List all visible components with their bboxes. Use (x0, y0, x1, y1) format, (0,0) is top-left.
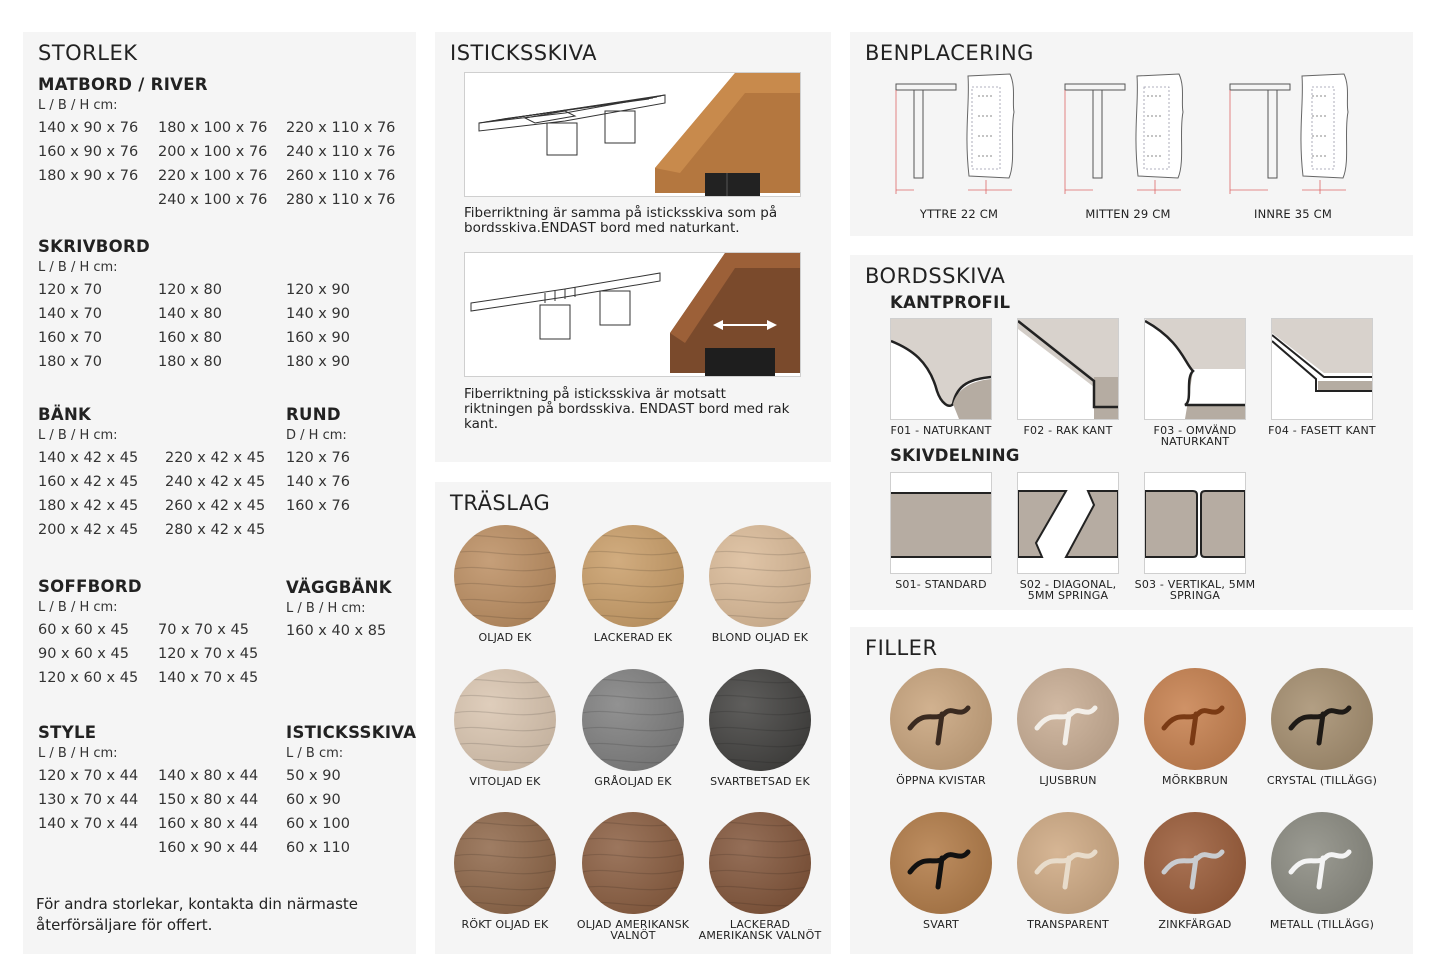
size-value: 220 x 100 x 76 (158, 168, 268, 184)
size-value: 120 x 90 (286, 282, 350, 298)
matbord-heading: MATBORD / RIVER (38, 75, 208, 94)
filler-label: METALL (TILLÄGG) (1269, 918, 1375, 931)
wood-grain-icon (582, 812, 684, 914)
wood-swatch[interactable] (709, 525, 811, 627)
leg-placement-drawing (1063, 72, 1203, 197)
size-value: 180 x 90 x 76 (38, 168, 139, 184)
wood-grain-icon (709, 812, 811, 914)
edge-profile-label: F04 - FASETT KANT (1268, 424, 1376, 437)
wood-swatch[interactable] (454, 812, 556, 914)
wood-grain-icon (709, 669, 811, 771)
storlek-title: STORLEK (38, 41, 138, 65)
edge-profile-icon (1145, 319, 1245, 419)
filler-label: SVART (923, 918, 959, 931)
filler-sample-icon (1017, 668, 1119, 770)
wood-swatch[interactable] (454, 525, 556, 627)
filler-panel (850, 627, 1413, 954)
size-value: 60 x 90 (286, 792, 341, 808)
filler-label: CRYSTAL (TILLÄGG) (1266, 774, 1378, 787)
wood-label: OLJAD EK (478, 631, 532, 644)
leg-placement-drawing (894, 72, 1034, 197)
matbord-unit: L / B / H cm: (38, 98, 118, 113)
split-diagram-icon (891, 473, 991, 573)
size-value: 140 x 70 x 45 (158, 670, 259, 686)
wood-label: LACKERAD EK (593, 631, 673, 644)
wood-label: LACKERAD AMERIKANSK VALNÖT (698, 918, 822, 942)
size-value: 160 x 40 x 85 (286, 623, 387, 639)
table-leg-diagram-icon (1228, 72, 1368, 197)
split-option[interactable] (890, 472, 992, 574)
size-value: 180 x 80 (158, 354, 222, 370)
isticksskiva-heading: ISTICKSSKIVA (286, 723, 417, 742)
filler-label: TRANSPARENT (1027, 918, 1109, 931)
isticksskiva-panel (435, 32, 831, 462)
size-value: 220 x 110 x 76 (286, 120, 396, 136)
edge-profile-option[interactable] (1271, 318, 1373, 420)
edge-profile-icon (1272, 319, 1372, 419)
edge-profile-option[interactable] (1144, 318, 1246, 420)
filler-label: ZINKFÄRGAD (1158, 918, 1232, 931)
size-value: 280 x 42 x 45 (165, 522, 266, 538)
skrivbord-heading: SKRIVBORD (38, 237, 150, 256)
edge-profile-label: F01 - NATURKANT (890, 424, 992, 437)
style-heading: STYLE (38, 723, 97, 742)
size-value: 140 x 42 x 45 (38, 450, 139, 466)
filler-sample-icon (1017, 812, 1119, 914)
table-leg-diagram-icon (1063, 72, 1203, 197)
filler-sample-icon (1271, 812, 1373, 914)
isticksskiva-unit: L / B cm: (286, 746, 344, 761)
filler-sample-icon (890, 668, 992, 770)
filler-swatch[interactable] (1271, 812, 1373, 914)
bank-heading: BÄNK (38, 405, 92, 424)
size-value: 90 x 60 x 45 (38, 646, 129, 662)
leg-placement-label: INNRE 35 CM (1254, 207, 1332, 221)
edge-profile-option[interactable] (890, 318, 992, 420)
size-value: 60 x 110 (286, 840, 350, 856)
size-value: 140 x 90 x 76 (38, 120, 139, 136)
wood-label: VITOLJAD EK (469, 775, 541, 788)
size-value: 160 x 76 (286, 498, 350, 514)
wood-label: SVARTBETSAD EK (710, 775, 810, 788)
size-value: 150 x 80 x 44 (158, 792, 259, 808)
size-value: 70 x 70 x 45 (158, 622, 249, 638)
wood-label: OLJAD AMERIKANSK VALNÖT (576, 918, 690, 942)
storlek-panel (23, 32, 416, 954)
filler-swatch[interactable] (1017, 668, 1119, 770)
edge-profile-option[interactable] (1017, 318, 1119, 420)
size-value: 160 x 42 x 45 (38, 474, 139, 490)
wood-swatch[interactable] (582, 812, 684, 914)
filler-label: MÖRKBRUN (1161, 774, 1229, 787)
size-value: 120 x 60 x 45 (38, 670, 139, 686)
split-label: S01- STANDARD (895, 578, 987, 591)
soffbord-heading: SOFFBORD (38, 577, 142, 596)
soffbord-unit: L / B / H cm: (38, 600, 118, 615)
size-value: 240 x 42 x 45 (165, 474, 266, 490)
split-option[interactable] (1017, 472, 1119, 574)
style-unit: L / B / H cm: (38, 746, 118, 761)
size-value: 60 x 100 (286, 816, 350, 832)
size-value: 240 x 110 x 76 (286, 144, 396, 160)
bordsskiva-panel (850, 255, 1413, 610)
size-value: 160 x 80 (158, 330, 222, 346)
skivdelning-heading: SKIVDELNING (890, 446, 1020, 465)
size-value: 140 x 70 x 44 (38, 816, 139, 832)
leg-placement-drawing (1228, 72, 1368, 197)
wood-swatch[interactable] (582, 525, 684, 627)
size-value: 180 x 70 (38, 354, 102, 370)
rund-heading: RUND (286, 405, 341, 424)
size-value: 180 x 90 (286, 354, 350, 370)
edge-profile-label: F03 - OMVÄND NATURKANT (1153, 424, 1237, 448)
filler-sample-icon (1144, 668, 1246, 770)
filler-label: ÖPPNA KVISTAR (896, 774, 986, 787)
size-value: 140 x 90 (286, 306, 350, 322)
vaggbank-heading: VÄGGBÄNK (286, 578, 392, 597)
split-diagram-icon (1018, 473, 1118, 573)
wood-grain-icon (709, 525, 811, 627)
size-value: 160 x 90 x 44 (158, 840, 259, 856)
traslag-title: TRÄSLAG (450, 491, 551, 515)
skrivbord-unit: L / B / H cm: (38, 260, 118, 275)
size-value: 180 x 100 x 76 (158, 120, 268, 136)
wood-swatch[interactable] (709, 669, 811, 771)
benplacering-title: BENPLACERING (865, 41, 1034, 65)
wood-grain-icon (582, 525, 684, 627)
benplacering-panel (850, 32, 1413, 236)
filler-sample-icon (890, 812, 992, 914)
isticksskiva-text-same: Fiberriktning är samma på isticksskiva som på bordsskiva.ENDAST bord med naturkant. (464, 205, 778, 236)
wood-grain-icon (454, 525, 556, 627)
isticksskiva-title: ISTICKSSKIVA (450, 41, 597, 65)
size-value: 260 x 42 x 45 (165, 498, 266, 514)
edge-profile-icon (891, 319, 991, 419)
size-value: 140 x 70 (38, 306, 102, 322)
filler-sample-icon (1271, 668, 1373, 770)
size-value: 120 x 70 x 44 (38, 768, 139, 784)
size-value: 160 x 90 (286, 330, 350, 346)
split-label: S03 - VERTIKAL, 5MM SPRINGA (1134, 578, 1256, 602)
split-option[interactable] (1144, 472, 1246, 574)
table-leg-diagram-icon (894, 72, 1034, 197)
filler-title: FILLER (865, 636, 938, 660)
size-value: 120 x 76 (286, 450, 350, 466)
kantprofil-heading: KANTPROFIL (890, 293, 1011, 312)
size-value: 160 x 80 x 44 (158, 816, 259, 832)
isticksskiva-image-opposite (464, 252, 801, 377)
filler-swatch[interactable] (1271, 668, 1373, 770)
wood-swatch[interactable] (582, 669, 684, 771)
size-value: 160 x 70 (38, 330, 102, 346)
leg-placement-label: MITTEN 29 CM (1085, 207, 1171, 221)
size-value: 200 x 42 x 45 (38, 522, 139, 538)
size-value: 240 x 100 x 76 (158, 192, 268, 208)
wood-swatch[interactable] (709, 812, 811, 914)
size-value: 130 x 70 x 44 (38, 792, 139, 808)
size-value: 50 x 90 (286, 768, 341, 784)
filler-label: LJUSBRUN (1039, 774, 1097, 787)
isticksskiva-text-opposite: Fiberriktning på isticksskiva är motsatt riktningen på bordsskiva. ENDAST bord med rak kant. (464, 386, 790, 432)
filler-sample-icon (1144, 812, 1246, 914)
wood-grain-icon (582, 669, 684, 771)
filler-swatch[interactable] (1144, 668, 1246, 770)
size-value: 120 x 70 (38, 282, 102, 298)
size-value: 200 x 100 x 76 (158, 144, 268, 160)
wood-label: RÖKT OLJAD EK (461, 918, 549, 931)
size-value: 220 x 42 x 45 (165, 450, 266, 466)
split-diagram-icon (1145, 473, 1245, 573)
split-label: S02 - DIAGONAL, 5MM SPRINGA (1019, 578, 1117, 602)
storlek-footer: För andra storlekar, kontakta din närmaste återförsäljare för offert. (36, 895, 359, 934)
bordsskiva-title: BORDSSKIVA (865, 264, 1006, 288)
size-value: 160 x 90 x 76 (38, 144, 139, 160)
edge-profile-icon (1018, 319, 1118, 419)
wood-grain-icon (454, 812, 556, 914)
filler-swatch[interactable] (890, 812, 992, 914)
size-value: 180 x 42 x 45 (38, 498, 139, 514)
wood-label: GRÅOLJAD EK (594, 775, 672, 788)
size-value: 120 x 70 x 45 (158, 646, 259, 662)
edge-profile-label: F02 - RAK KANT (1023, 424, 1113, 437)
wood-label: BLOND OLJAD EK (711, 631, 809, 644)
size-value: 140 x 80 x 44 (158, 768, 259, 784)
size-value: 120 x 80 (158, 282, 222, 298)
leg-placement-label: YTTRE 22 CM (919, 207, 999, 221)
size-value: 60 x 60 x 45 (38, 622, 129, 638)
size-value: 140 x 80 (158, 306, 222, 322)
isticksskiva-image-same (464, 72, 801, 197)
wood-swatch[interactable] (454, 669, 556, 771)
filler-swatch[interactable] (1144, 812, 1246, 914)
vaggbank-unit: L / B / H cm: (286, 601, 366, 616)
filler-swatch[interactable] (890, 668, 992, 770)
size-value: 280 x 110 x 76 (286, 192, 396, 208)
wood-grain-icon (454, 669, 556, 771)
rund-unit: D / H cm: (286, 428, 347, 443)
filler-swatch[interactable] (1017, 812, 1119, 914)
size-value: 260 x 110 x 76 (286, 168, 396, 184)
traslag-panel (435, 482, 831, 954)
size-value: 140 x 76 (286, 474, 350, 490)
bank-unit: L / B / H cm: (38, 428, 118, 443)
